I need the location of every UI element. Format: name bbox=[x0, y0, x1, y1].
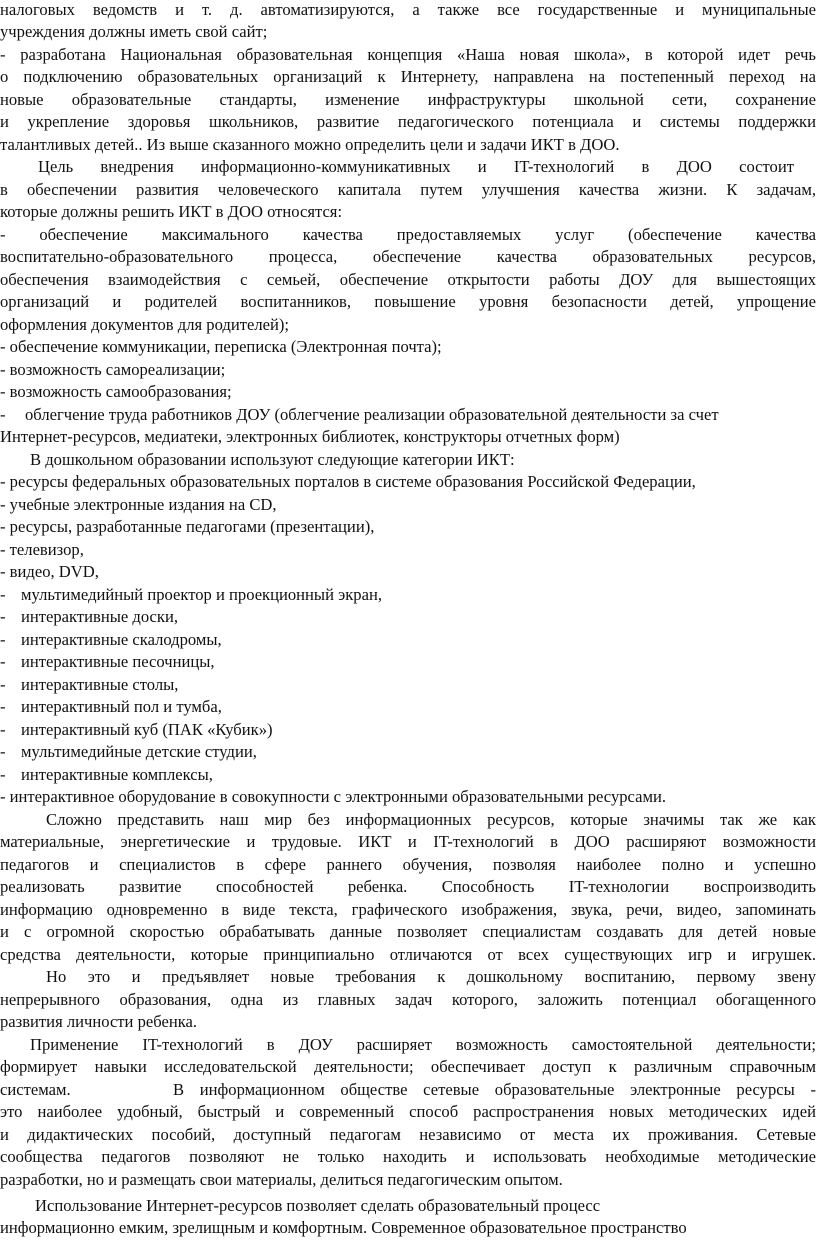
paragraph-first-line: В информационном обществе сетевые образовательные электронные ресурсы - bbox=[173, 1080, 816, 1099]
text-line: налоговых ведомств и т. д. автоматизируются, а также все государственные и муниципальные bbox=[0, 0, 816, 19]
list-item: - ресурсы федеральных образовательных порталов в системе образования Российской Федерации, bbox=[0, 472, 696, 491]
text-line: разработки, но и размещать свои материалы, делиться педагогическим опытом. bbox=[0, 1170, 563, 1189]
text-line: это наиболее удобный, быстрый и современный способ распространения новых методических идей bbox=[0, 1102, 816, 1121]
list-dash: - bbox=[0, 652, 6, 671]
text-line: Интернет-ресурсов, медиатеки, электронных библиотек, конструкторы отчетных форм) bbox=[0, 427, 620, 446]
text-line: информационно емким, зрелищным и комфортным. Современное образовательное пространство bbox=[0, 1218, 687, 1237]
text-line: сообщества педагогов позволяют не только находить и использовать необходимые методические bbox=[0, 1147, 816, 1166]
text-line: - обеспечение максимального качества предоставляемых услуг (обеспечение качества bbox=[0, 225, 816, 244]
text-line: учреждения должны иметь свой сайт; bbox=[0, 22, 268, 41]
text-line: и дидактических пособий, доступный педагогам независимо от места их проживания. Сетевые bbox=[0, 1125, 816, 1144]
paragraph-first-line: Использование Интернет-ресурсов позволяет сделать образовательный процесс bbox=[35, 1196, 601, 1215]
list-item-text: интерактивный куб (ПАК «Кубик») bbox=[21, 720, 273, 739]
text-line: материальные, энергетические и трудовые. ИКТ и IT-технологий в ДОО расширяют возможности bbox=[0, 832, 816, 851]
text-line: формирует навыки исследовательской деятельности; обеспечивает доступ к различным справочным bbox=[0, 1057, 816, 1076]
list-item: - телевизор, bbox=[0, 540, 84, 559]
list-item-text: интерактивные доски, bbox=[21, 607, 179, 626]
list-item: - обеспечение коммуникации, переписка (Электронная почта); bbox=[0, 337, 442, 356]
list-item-text: мультимедийный проектор и проекционный экран, bbox=[21, 585, 382, 604]
text-line: обеспечения взаимодействия с семьей, обеспечение открытости работы ДОУ для вышестоящих bbox=[0, 270, 816, 289]
list-dash: - bbox=[0, 742, 6, 761]
paragraph-first-line: Сложно представить наш мир без информационных ресурсов, которые значимы так же как bbox=[46, 810, 816, 829]
text-line: средства деятельности, которые принципиально отличаются от всех существующих игр и игрушек. bbox=[0, 945, 816, 964]
list-item: - ресурсы, разработанные педагогами (презентации), bbox=[0, 517, 375, 536]
list-item: - интерактивное оборудование в совокупности с электронными образовательными ресурсами. bbox=[0, 787, 667, 806]
text-line: новые образовательные стандарты, изменение инфраструктуры школьной сети, сохранение bbox=[0, 90, 816, 109]
text-line: реализовать развитие способностей ребенка. Способность IT-технологии воспроизводить bbox=[0, 877, 816, 896]
paragraph-first-line: В дошкольном образовании используют следующие категории ИКТ: bbox=[30, 450, 515, 469]
list-dash: - bbox=[0, 720, 6, 739]
list-dash: - bbox=[0, 630, 6, 649]
list-dash: - bbox=[0, 405, 6, 424]
text-line: - разработана Национальная образовательная концепция «Наша новая школа», в которой идет речь bbox=[0, 45, 816, 64]
list-item: - возможность самореализации; bbox=[0, 360, 226, 379]
paragraph-first-line: Цель внедрения информационно-коммуникативных и IT-технологий в ДОО состоит bbox=[38, 157, 794, 176]
list-dash: - bbox=[0, 607, 6, 626]
list-item-text: мультимедийные детские студии, bbox=[21, 742, 257, 761]
text-line: развития личности ребенка. bbox=[0, 1012, 198, 1031]
list-item: - возможность самообразования; bbox=[0, 382, 232, 401]
list-item-text: интерактивные скалодромы, bbox=[21, 630, 222, 649]
list-item-text: интерактивные песочницы, bbox=[21, 652, 215, 671]
list-item-text: интерактивный пол и тумба, bbox=[21, 697, 222, 716]
list-item-text: интерактивные столы, bbox=[21, 675, 179, 694]
list-dash: - bbox=[0, 765, 6, 784]
list-dash: - bbox=[0, 697, 6, 716]
text-line: педагогов и специалистов в сфере раннего обучения, позволяя наиболее полно и успешно bbox=[0, 855, 816, 874]
list-dash: - bbox=[0, 585, 6, 604]
list-item: - учебные электронные издания на CD, bbox=[0, 495, 277, 514]
list-item: - видео, DVD, bbox=[0, 562, 99, 581]
text-line: организаций и родителей воспитанников, повышение уровня безопасности детей, упрощение bbox=[0, 292, 816, 311]
text-line: и укрепление здоровья школьников, развитие педагогического потенциала и системы поддержки bbox=[0, 112, 816, 131]
text-line: оформления документов для родителей); bbox=[0, 315, 290, 334]
text-line: и с огромной скоростью обрабатывать данные позволяет специалистам создавать для детей новые bbox=[0, 922, 816, 941]
text-line: талантливых детей.. Из выше сказанного можно определить цели и задачи ИКТ в ДОО. bbox=[0, 135, 620, 154]
text-line: системам. bbox=[0, 1080, 71, 1099]
text-line: информацию одновременно в виде текста, графического изображения, звука, речи, видео, запоминать bbox=[0, 900, 816, 919]
text-line: в обеспечении развития человеческого капитала путем улучшения качества жизни. К задачам, bbox=[0, 180, 816, 199]
list-dash: - bbox=[0, 675, 6, 694]
text-line: о подключению образовательных организаций к Интернету, направлена на постепенный переход на bbox=[0, 67, 816, 86]
paragraph-first-line: Применение IT-технологий в ДОУ расширяет возможность самостоятельной деятельности; bbox=[30, 1035, 816, 1054]
list-item-text: облегчение труда работников ДОУ (облегчение реализации образовательной деятельности за счет bbox=[25, 405, 719, 424]
list-item-text: интерактивные комплексы, bbox=[21, 765, 213, 784]
text-line: непрерывного образования, одна из главных задач которого, заложить потенциал обогащенного bbox=[0, 990, 816, 1009]
paragraph-first-line: Но это и предъявляет новые требования к дошкольному воспитанию, первому звену bbox=[46, 967, 816, 986]
text-line: которые должны решить ИКТ в ДОО относятся: bbox=[0, 202, 343, 221]
text-line: воспитательно-образовательного процесса, обеспечение качества образовательных ресурсов, bbox=[0, 247, 816, 266]
